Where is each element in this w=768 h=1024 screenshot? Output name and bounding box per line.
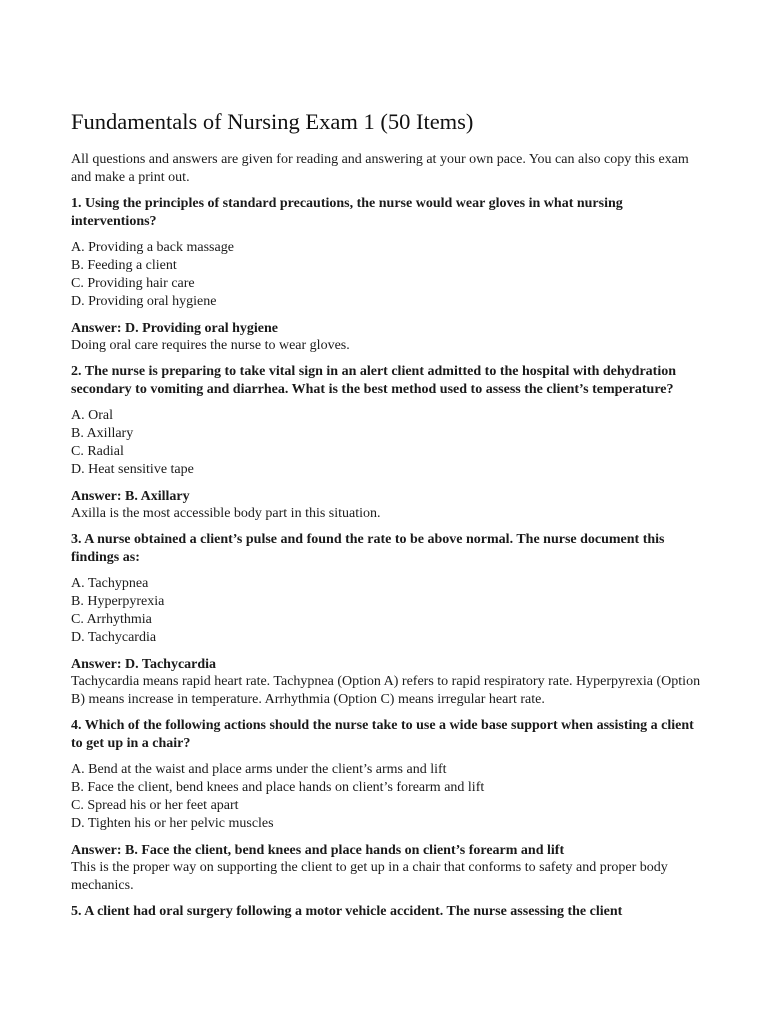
page-title: Fundamentals of Nursing Exam 1 (50 Items): [71, 109, 474, 134]
option-list: [71, 407, 701, 479]
answer-text: Answer: B. Face the client, bend knees and place hands on client’s forearm and lift: [71, 843, 565, 859]
option-item: B. Feeding a client: [71, 258, 177, 274]
question-text: 2. The nurse is preparing to take vital sign in an alert client admitted to the hospital with dehydration secondary to vomiting and diarrhea. What is the best method used to assess the client’s temperature?: [71, 364, 677, 398]
question-block: [71, 363, 701, 523]
option-list: [71, 575, 701, 647]
rationale-text: Axilla is the most accessible body part in this situation.: [71, 506, 381, 522]
question-block: [71, 531, 701, 709]
option-item: C. Radial: [71, 444, 124, 460]
option-item: A. Bend at the waist and place arms under the client’s arms and lift: [71, 762, 447, 778]
option-item: D. Heat sensitive tape: [71, 462, 194, 478]
question-block: [71, 903, 701, 921]
rationale-text: Doing oral care requires the nurse to wear gloves.: [71, 338, 350, 354]
option-item: A. Oral: [71, 408, 113, 424]
question-block: [71, 195, 701, 355]
question-text: 4. Which of the following actions should the nurse take to use a wide base support when assisting a client to get up in a chair?: [71, 718, 694, 752]
option-item: D. Providing oral hygiene: [71, 294, 217, 310]
option-item: B. Hyperpyrexia: [71, 594, 165, 610]
option-item: D. Tighten his or her pelvic muscles: [71, 816, 274, 832]
option-list: [71, 761, 701, 833]
answer-text: Answer: B. Axillary: [71, 489, 190, 505]
document-page: [71, 108, 701, 929]
rationale-text: Tachycardia means rapid heart rate. Tachypnea (Option A) refers to rapid respiratory rate. Hyperpyrexia (Option B) means increase in temperature. Arrhythmia (Option C) means irregular heart rate.: [71, 674, 701, 708]
option-item: A. Providing a back massage: [71, 240, 234, 256]
option-list: [71, 239, 701, 311]
question-text: 5. A client had oral surgery following a motor vehicle accident. The nurse assessing the client: [71, 904, 623, 920]
option-item: C. Providing hair care: [71, 276, 195, 292]
option-item: D. Tachycardia: [71, 630, 157, 646]
option-item: C. Arrhythmia: [71, 612, 152, 628]
answer-text: Answer: D. Providing oral hygiene: [71, 321, 279, 337]
question-text: 3. A nurse obtained a client’s pulse and found the rate to be above normal. The nurse document this findings as:: [71, 532, 665, 566]
option-item: C. Spread his or her feet apart: [71, 798, 239, 814]
option-item: B. Axillary: [71, 426, 134, 442]
answer-text: Answer: D. Tachycardia: [71, 657, 217, 673]
rationale-text: This is the proper way on supporting the client to get up in a chair that conforms to safety and proper body mechanics.: [71, 860, 668, 894]
option-item: B. Face the client, bend knees and place hands on client’s forearm and lift: [71, 780, 485, 796]
option-item: A. Tachypnea: [71, 576, 149, 592]
question-text: 1. Using the principles of standard precautions, the nurse would wear gloves in what nursing interventions?: [71, 196, 623, 230]
intro-paragraph: All questions and answers are given for reading and answering at your own pace. You can also copy this exam and make a print out.: [71, 152, 689, 186]
question-block: [71, 717, 701, 895]
